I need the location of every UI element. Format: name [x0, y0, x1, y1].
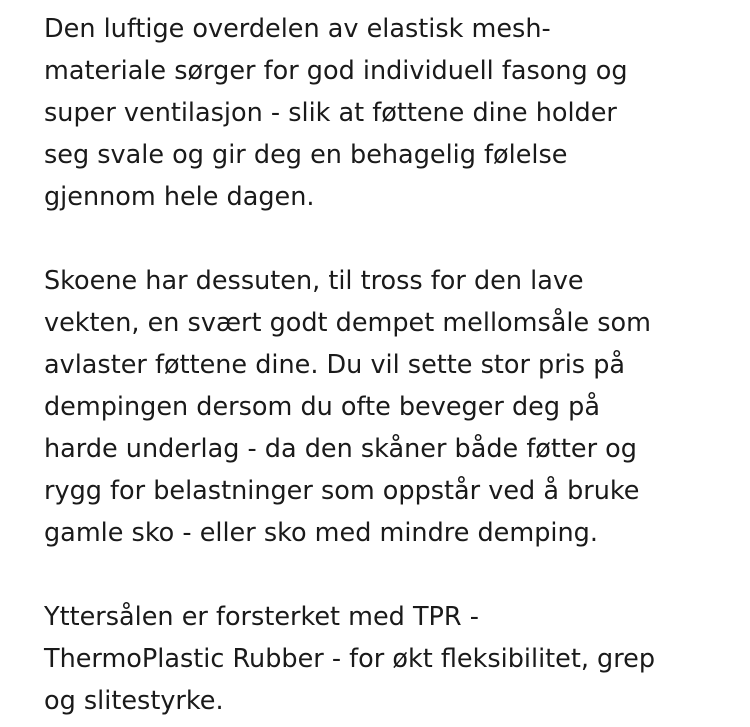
- description-paragraph-midsole: [44, 260, 744, 554]
- paragraph-spacer: [44, 218, 744, 260]
- text-line: og slitestyrke.: [44, 686, 224, 716]
- text-line: dempingen dersom du ofte beveger deg på: [44, 392, 600, 422]
- text-line: vekten, en svært godt dempet mellomsåle som: [44, 308, 651, 338]
- description-paragraph-outsole: [44, 596, 744, 722]
- text-line: gamle sko - eller sko med mindre demping.: [44, 518, 598, 548]
- text-line: materiale sørger for god individuell fasong og: [44, 56, 628, 86]
- text-line: seg svale og gir deg en behagelig følelse: [44, 140, 568, 170]
- product-description: [44, 8, 744, 722]
- text-line: Skoene har dessuten, til tross for den lave: [44, 266, 584, 296]
- paragraph-spacer: [44, 554, 744, 596]
- text-line: harde underlag - da den skåner både føtter og: [44, 434, 637, 464]
- text-line: Den luftige overdelen av elastisk mesh-: [44, 14, 551, 44]
- description-paragraph-upper-mesh: [44, 8, 744, 218]
- text-line: ThermoPlastic Rubber - for økt fleksibilitet, grep: [44, 644, 656, 674]
- text-line: rygg for belastninger som oppstår ved å bruke: [44, 476, 640, 506]
- text-line: Yttersålen er forsterket med TPR -: [44, 602, 479, 632]
- text-line: super ventilasjon - slik at føttene dine holder: [44, 98, 617, 128]
- text-line: avlaster føttene dine. Du vil sette stor pris på: [44, 350, 626, 380]
- text-line: gjennom hele dagen.: [44, 182, 315, 212]
